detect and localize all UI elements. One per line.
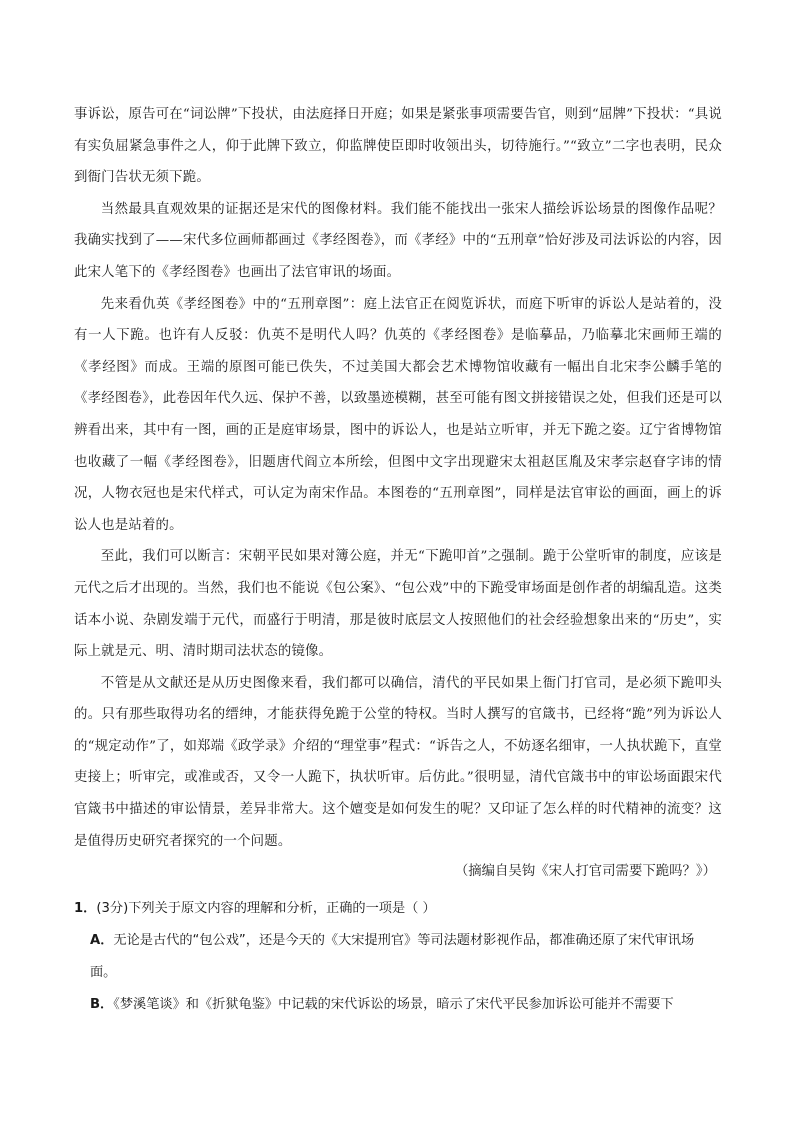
option-a-continuation: 面。 <box>90 965 117 980</box>
passage-paragraph: 不管是从文献还是从历史图像来看，我们都可以确信，清代的平民如果上衙门打官司，是必须下跪叩头的。只有那些取得功名的缙绅，才能获得免跪于公堂的特权。当时人撰写的官箴书，已经将“跪”列为诉讼人的“规定动作”了，如郑端《政学录》介绍的“理堂事”程式：“诉告之人，不妨逐名细审，一人执状跪下，直堂吏接上；听审完，或准或否，又令一人跪下，执状听审。后仿此。”很明显，清代官箴书中的审讼场面跟宋代官箴书中描述的审讼情景，差异非常大。这个嬗变是如何发生的呢？又印证了怎么样的时代精神的流变？这是值得历史研究者探究的一个问题。 <box>74 675 722 849</box>
question-number: 1． <box>74 901 97 916</box>
option-letter: A． <box>90 933 114 948</box>
passage-paragraph: 先来看仇英《孝经图卷》中的“五刑章图”：庭上法官正在阅览诉状，而庭下听审的诉讼人是站着的，没有一人下跪。也许有人反驳：仇英不是明代人吗？仇英的《孝经图卷》是临摹品，乃临摹北宋画师王端的《孝经图》而成。王端的原图可能已佚失，不过美国大都会艺术博物馆收藏有一幅出自北宋李公麟手笔的《孝经图卷》，此卷因年代久远、保护不善，以致墨迹模糊，甚至可能有图文拼接错误之处，但我们还是可以辨看出来，其中有一图，画的正是庭审场景，图中的诉讼人，也是站立听审，并无下跪之姿。辽宁省博物馆也收藏了一幅《孝经图卷》，旧题唐代阎立本所绘，但图中文字出现避宋太祖赵匡胤及宋孝宗赵眘字讳的情况，人物衣冠也是宋代样式，可认定为南宋作品。本图卷的“五刑章图”，同样是法官审讼的画面，画上的诉讼人也是站着的。 <box>74 296 722 533</box>
question-1 <box>74 893 724 1021</box>
option-letter: B． <box>90 997 114 1012</box>
source-citation: （摘编自吴钩《宋人打官司需要下跪吗？》） <box>454 864 716 879</box>
question-text: (3分)下列关于原文内容的理解和分析，正确的一项是（ ） <box>96 901 436 916</box>
option-text: 《梦溪笔谈》和《折狱龟鉴》中记载的宋代诉讼的场景，暗示了宋代平民参加诉讼可能并不需要下 <box>113 997 674 1012</box>
option-a[interactable] <box>74 925 724 957</box>
passage-paragraph: 当然最具直观效果的证据还是宋代的图像材料。我们能不能找出一张宋人描绘诉讼场景的图像作品呢？我确实找到了——宋代多位画师都画过《孝经图卷》，而《孝经》中的“五刑章”恰好涉及司法诉讼的内容，因此宋人笔下的《孝经图卷》也画出了法官审讯的场面。 <box>74 201 722 280</box>
question-stem <box>74 893 724 925</box>
option-b[interactable] <box>74 989 724 1021</box>
passage-paragraph: 至此，我们可以断言：宋朝平民如果对簿公庭，并无“下跪叩首”之强制。跪于公堂听审的制度，应该是元代之后才出现的。当然，我们也不能说《包公案》、“包公戏”中的下跪受审场面是创作者的胡编乱造。这类话本小说、杂剧发端于元代，而盛行于明清，那是彼时底层文人按照他们的社会经验想象出来的“历史”，实际上就是元、明、清时期司法状态的镜像。 <box>74 549 722 660</box>
passage-paragraph: 事诉讼，原告可在“词讼牌”下投状，由法庭择日开庭；如果是紧张事项需要告官，则到“屈牌”下投状：“具说有实负屈紧急事件之人，仰于此牌下致立，仰监牌使臣即时收领出头，切待施行。”“致立”二字也表明，民众到衙门告状无须下跪。 <box>74 107 722 186</box>
option-text: 无论是古代的“包公戏”，还是今天的《大宋提刑官》等司法题材影视作品，都准确还原了宋代审讯场 <box>113 933 695 948</box>
reading-passage <box>74 99 722 857</box>
